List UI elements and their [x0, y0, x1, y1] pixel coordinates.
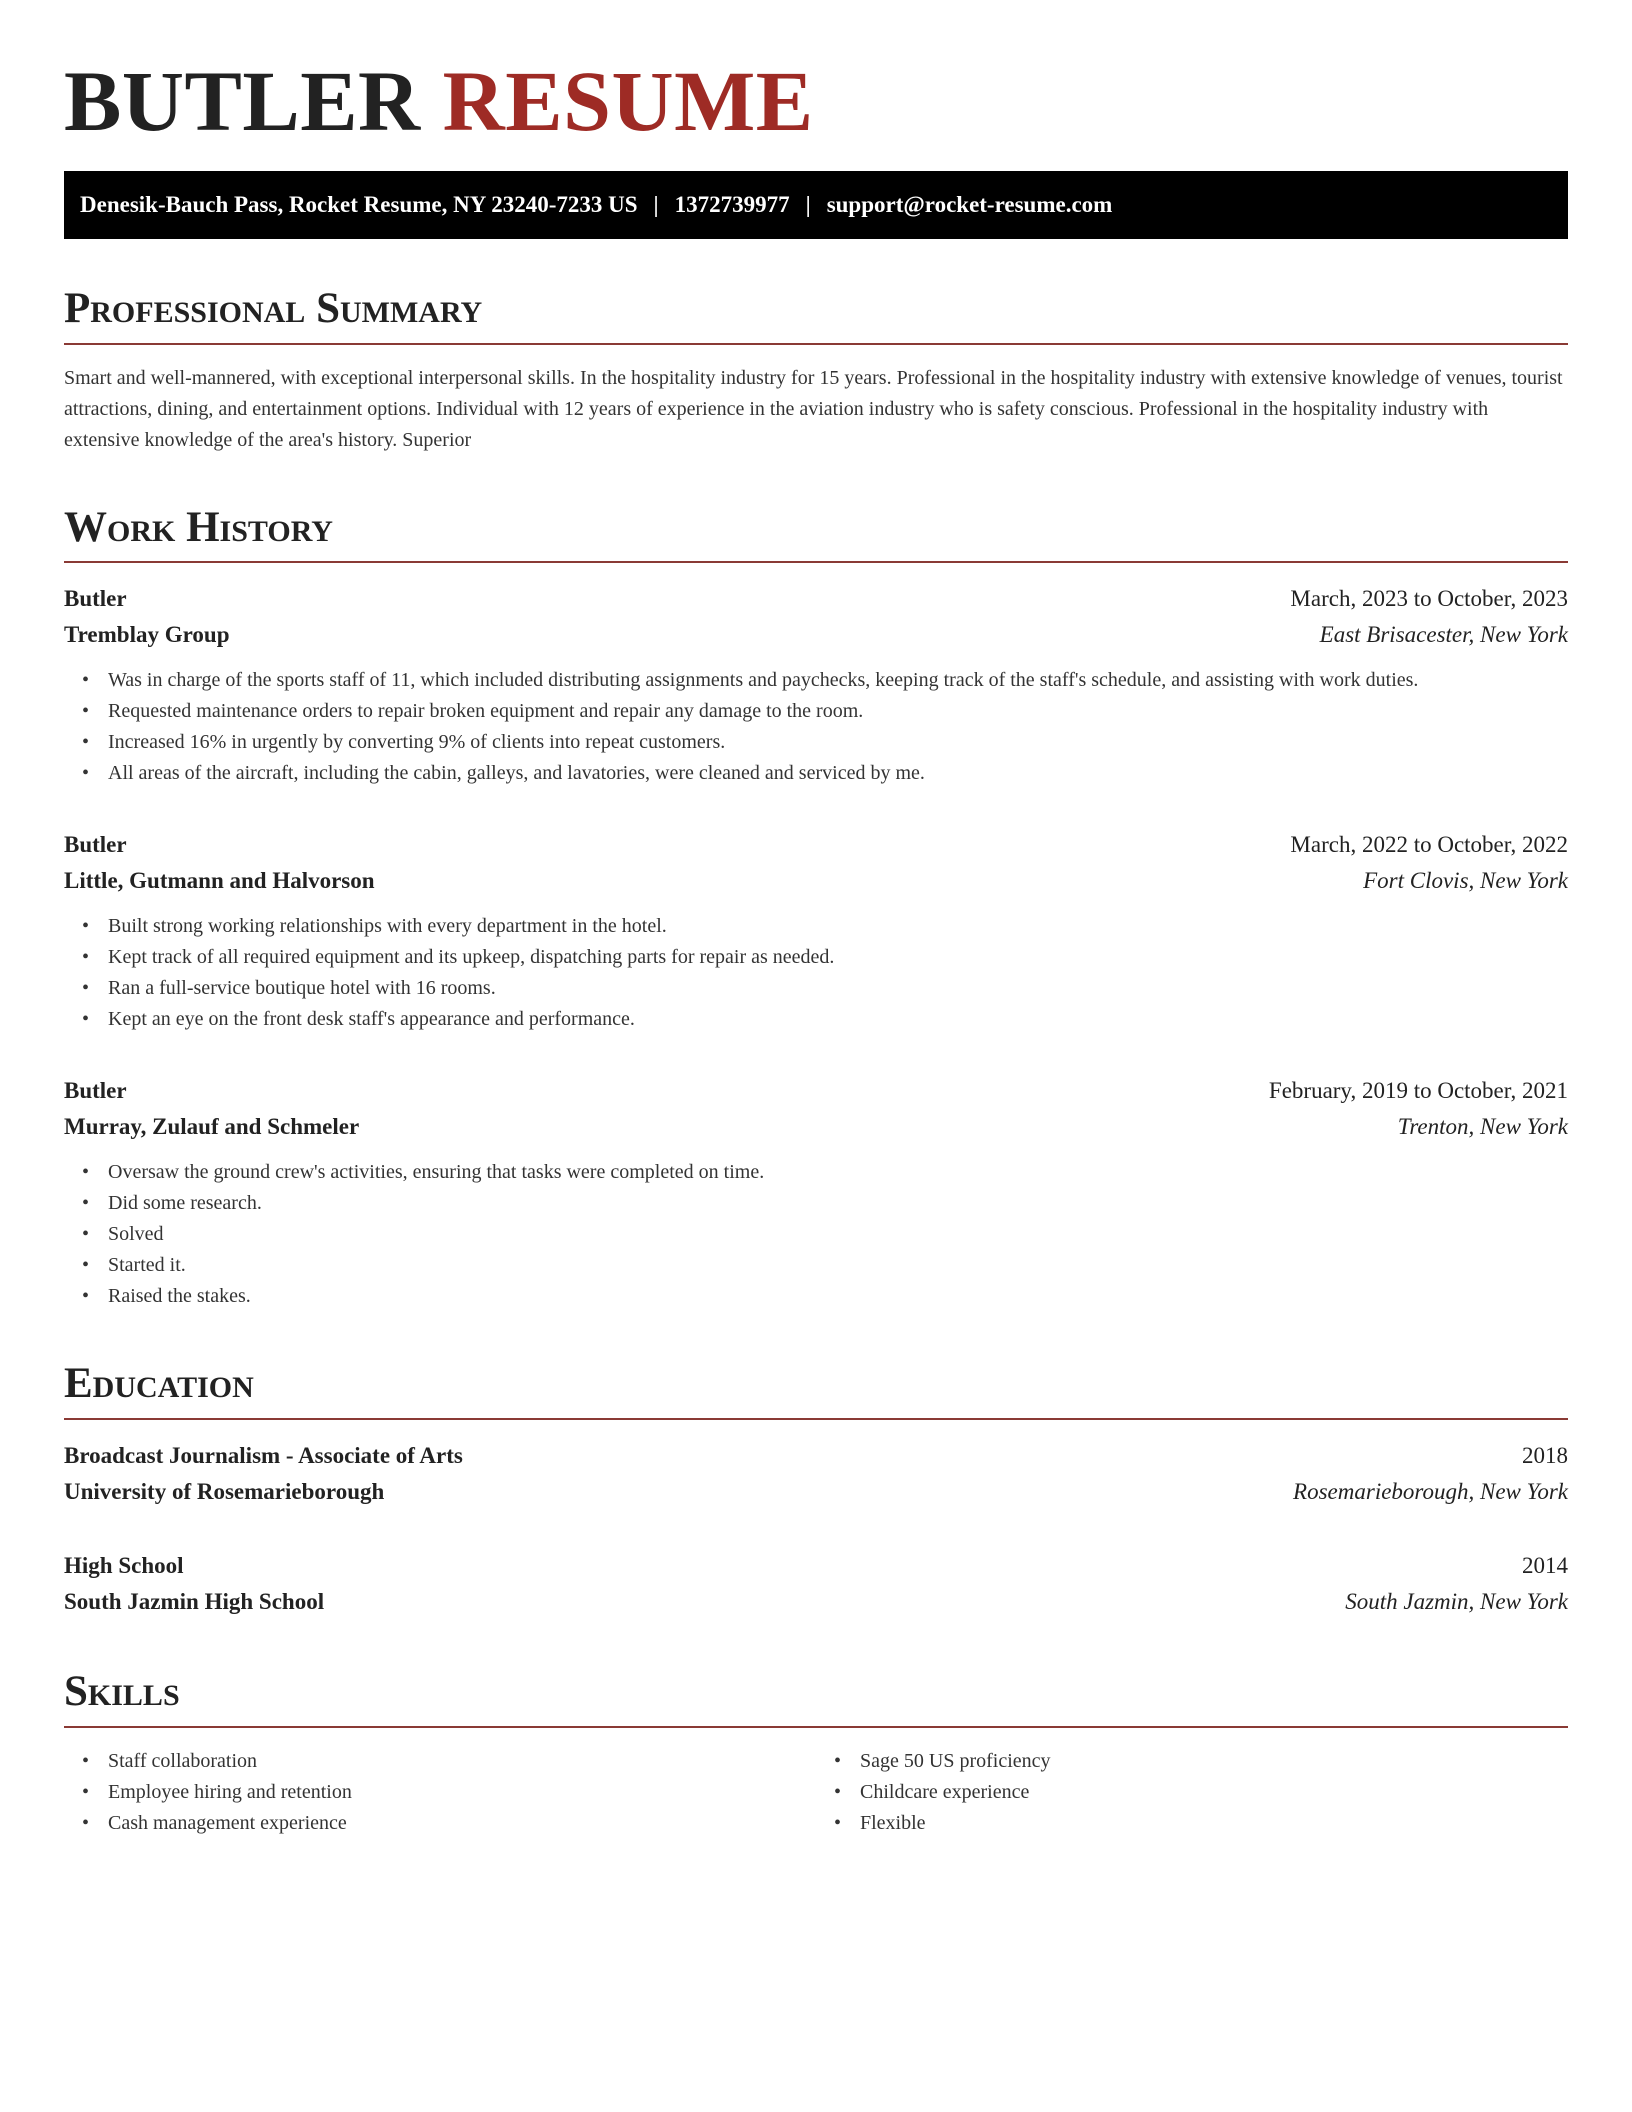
- job-bullet: • Was in charge of the sports staff of 11, which included distributing assignments and paychecks, keeping track of the staff's schedule, and assisting with work duties.: [108, 665, 1568, 696]
- job-entry: [64, 581, 1568, 789]
- skill-item: • Employee hiring and retention: [108, 1777, 816, 1808]
- education-section: [64, 1358, 1568, 1620]
- skill-item: • Staff collaboration: [108, 1746, 816, 1777]
- work-history-section-title: Work History: [64, 502, 1568, 564]
- job-bullet: • Kept track of all required equipment and its upkeep, dispatching parts for repair as needed.: [108, 942, 1568, 973]
- job-bullet: • Ran a full-service boutique hotel with 16 rooms.: [108, 973, 1568, 1004]
- skills-list: [816, 1746, 1568, 1839]
- header-last-name: RESUME: [442, 53, 814, 149]
- job-position: Butler: [64, 1078, 127, 1104]
- resume-header-title: [64, 50, 1568, 153]
- skills-section: [64, 1666, 1568, 1839]
- contact-email: support@rocket-resume.com: [826, 192, 1113, 218]
- contact-bar: [64, 171, 1568, 239]
- job-dates: March, 2022 to October, 2022: [1290, 832, 1568, 858]
- job-company: Murray, Zulauf and Schmeler: [64, 1114, 360, 1140]
- job-location: Trenton, New York: [1397, 1114, 1568, 1140]
- job-bullet: • Solved: [108, 1219, 1568, 1250]
- education-entry: [64, 1438, 1568, 1510]
- education-location: Rosemarieborough, New York: [1293, 1478, 1568, 1504]
- job-bullet: • Requested maintenance orders to repair broken equipment and repair any damage to the room.: [108, 696, 1568, 727]
- education-school: South Jazmin High School: [64, 1588, 325, 1614]
- contact-phone: 1372739977: [674, 192, 790, 218]
- job-bullet: • Oversaw the ground crew's activities, ensuring that tasks were completed on time.: [108, 1157, 1568, 1188]
- education-degree: Broadcast Journalism - Associate of Arts: [64, 1442, 463, 1468]
- job-bullet: • Raised the stakes.: [108, 1281, 1568, 1312]
- job-bullet: • Started it.: [108, 1250, 1568, 1281]
- summary-text: Smart and well-mannered, with exceptional interpersonal skills. In the hospitality industry for 15 years. Professional in the hospitality industry with extensive knowledge of venues, tourist attractions, dining, and entertainment options. Individual with 12 years of experience in the aviation industry who is safety conscious. Professional in the hospitality industry with extensive knowledge of the area's history. Superior: [64, 366, 1563, 451]
- skill-item: • Childcare experience: [860, 1777, 1568, 1808]
- contact-address: Denesik-Bauch Pass, Rocket Resume, NY 23240-7233 US: [80, 192, 638, 218]
- skills-column-left: [64, 1746, 816, 1839]
- header-first-name: BUTLER: [64, 53, 421, 149]
- job-bullet: • Did some research.: [108, 1188, 1568, 1219]
- job-position: Butler: [64, 832, 127, 858]
- education-year: 2014: [1522, 1552, 1568, 1578]
- job-dates: February, 2019 to October, 2021: [1268, 1078, 1568, 1104]
- education-entry: [64, 1548, 1568, 1620]
- job-location: Fort Clovis, New York: [1363, 868, 1568, 894]
- skills-list: [64, 1746, 816, 1839]
- summary-section: [64, 283, 1568, 456]
- skill-item: • Flexible: [860, 1808, 1568, 1839]
- skills-column-right: [816, 1746, 1568, 1839]
- job-company: Little, Gutmann and Halvorson: [64, 868, 375, 894]
- contact-separator: |: [805, 192, 811, 218]
- job-entry: [64, 827, 1568, 1035]
- education-degree: High School: [64, 1552, 184, 1578]
- job-dates: March, 2023 to October, 2023: [1290, 586, 1568, 612]
- job-entry: [64, 1073, 1568, 1312]
- job-bullet: • Increased 16% in urgently by converting 9% of clients into repeat customers.: [108, 727, 1568, 758]
- education-year: 2018: [1522, 1442, 1568, 1468]
- contact-separator: |: [653, 192, 659, 218]
- job-bullet: • Built strong working relationships with every department in the hotel.: [108, 911, 1568, 942]
- job-company: Tremblay Group: [64, 622, 230, 648]
- work-history-section: [64, 502, 1568, 1313]
- education-school: University of Rosemarieborough: [64, 1478, 385, 1504]
- job-bullets: [64, 665, 1568, 789]
- skill-item: • Sage 50 US proficiency: [860, 1746, 1568, 1777]
- skill-item: • Cash management experience: [108, 1808, 816, 1839]
- job-location: East Brisacester, New York: [1319, 622, 1568, 648]
- job-bullets: [64, 911, 1568, 1035]
- summary-section-title: Professional Summary: [64, 283, 1568, 345]
- job-bullets: [64, 1157, 1568, 1312]
- job-bullet: • All areas of the aircraft, including the cabin, galleys, and lavatories, were cleaned and serviced by me.: [108, 758, 1568, 789]
- education-location: South Jazmin, New York: [1345, 1588, 1568, 1614]
- education-section-title: Education: [64, 1358, 1568, 1420]
- job-bullet: • Kept an eye on the front desk staff's appearance and performance.: [108, 1004, 1568, 1035]
- skills-section-title: Skills: [64, 1666, 1568, 1728]
- job-position: Butler: [64, 586, 127, 612]
- skills-grid: [64, 1746, 1568, 1839]
